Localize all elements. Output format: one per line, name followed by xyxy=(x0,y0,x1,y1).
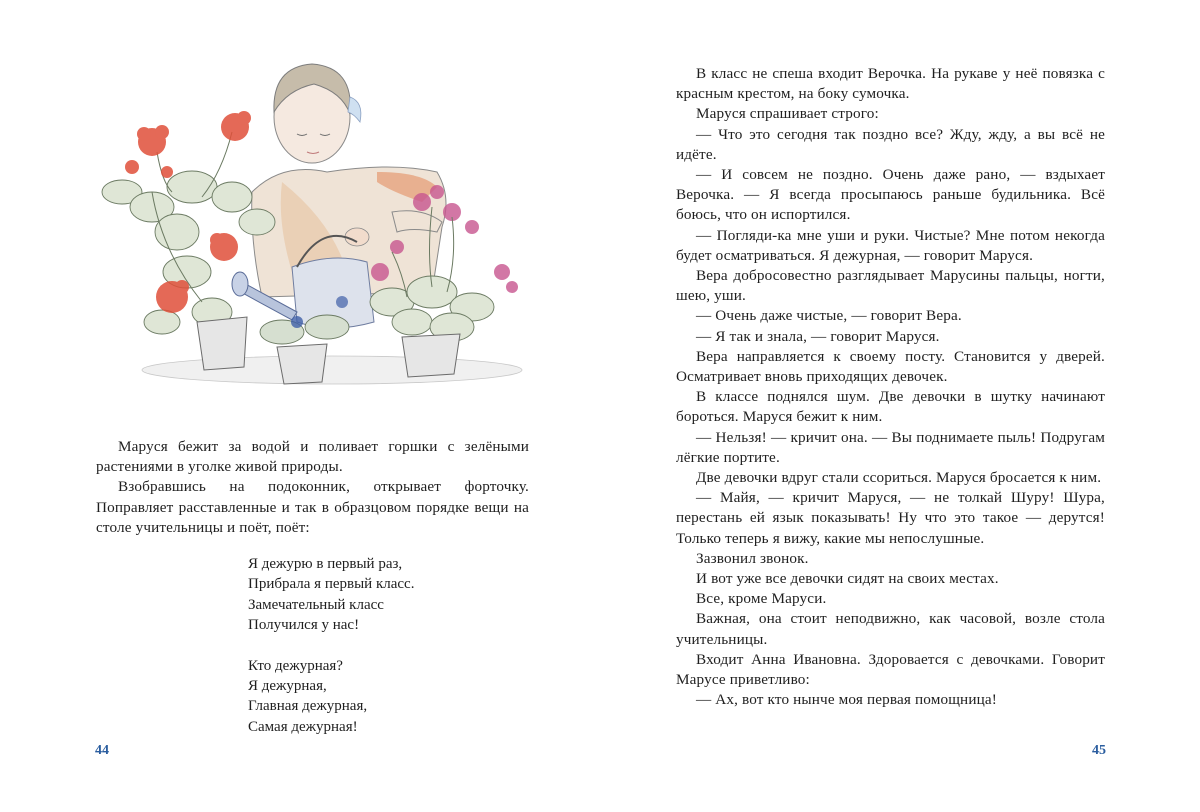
paragraph: Маруся бежит за водой и поливает горшки с зелёными растениями в уголке живой природы. xyxy=(96,438,529,476)
paragraph: Важная, она стоит неподвижно, как часовой, возле стола учительницы. xyxy=(676,610,1105,648)
paragraph: — Очень даже чистые, — говорит Вера. xyxy=(696,307,962,325)
poem-line: Прибрала я первый класс. xyxy=(248,576,415,593)
paragraph: — Что это сегодня так поздно все? Жду, жду, а вы всё не идёте. xyxy=(676,125,1105,163)
left-page-text xyxy=(96,437,529,538)
paragraph: Вера направляется к своему посту. Становится у дверей. Осматривает вновь приходящих девочек. xyxy=(676,347,1105,386)
poem-line: Я дежурная, xyxy=(248,678,327,695)
paragraph: В классе поднялся шум. Две девочки в шутку начинают бороться. Маруся бежит к ним. xyxy=(676,388,1105,426)
paragraph: — Ах, вот кто нынче моя первая помощница! xyxy=(696,691,997,709)
paragraph: Все, кроме Маруси. xyxy=(696,590,827,608)
page-number-left: 44 xyxy=(95,743,109,758)
poem-stanza-1 xyxy=(248,554,414,636)
paragraph: Маруся спрашивает строго: xyxy=(696,105,879,123)
poem-line: Замечательный класс xyxy=(248,596,384,613)
poem-line: Самая дежурная! xyxy=(248,718,358,735)
girl-watering-flowers-illustration xyxy=(92,22,552,402)
paragraph: — Погляди-ка мне уши и руки. Чистые? Мне потом некогда будет осматриваться. Я дежурная, — говорит Маруся. xyxy=(676,226,1105,264)
poem-line: Получился у нас! xyxy=(248,617,360,634)
page-number-right: 45 xyxy=(1092,743,1106,758)
poem-line: Кто дежурная? xyxy=(248,657,343,674)
paragraph: И вот уже все девочки сидят на своих местах. xyxy=(696,570,999,588)
paragraph: — Нельзя! — кричит она. — Вы поднимаете пыль! Подругам лёгкие портите. xyxy=(676,428,1105,466)
paragraph: — Я так и знала, — говорит Маруся. xyxy=(696,327,940,345)
paragraph: Две девочки вдруг стали ссориться. Маруся бросается к ним. xyxy=(696,469,1102,487)
paragraph: Взобравшись на подоконник, открывает форточку. Поправляет расставленные и так в образцовом порядке вещи на столе учительницы и поёт, поёт: xyxy=(96,478,529,536)
paragraph: — И совсем не поздно. Очень даже рано, — вздыхает Верочка. — Я всегда просыпаюсь раньше будильника. Всё боюсь, что он испортился. xyxy=(676,166,1105,224)
poem-line: Главная дежурная, xyxy=(248,698,368,715)
poem-line: Я дежурю в первый раз, xyxy=(248,556,403,572)
paragraph: Зазвонил звонок. xyxy=(696,549,809,567)
paragraph: Вера добросовестно разглядывает Марусины пальцы, ногти, шею, уши. xyxy=(676,267,1105,305)
paragraph: Входит Анна Ивановна. Здоровается с девочками. Говорит Марусе приветливо: xyxy=(676,650,1105,689)
poem xyxy=(248,554,414,757)
poem-stanza-2 xyxy=(248,656,414,738)
paragraph: В класс не спеша входит Верочка. На рукаве у неё повязка с красным крестом, на боку сумочка. xyxy=(676,65,1105,103)
right-page xyxy=(600,0,1200,812)
right-page-text xyxy=(676,64,1105,711)
paragraph: — Майя, — кричит Маруся, — не толкай Шуру! Шура, перестань ей язык показывать! Ну что это такое — дерутся! Только теперь я вижу, какие мы непослушные. xyxy=(676,489,1105,547)
